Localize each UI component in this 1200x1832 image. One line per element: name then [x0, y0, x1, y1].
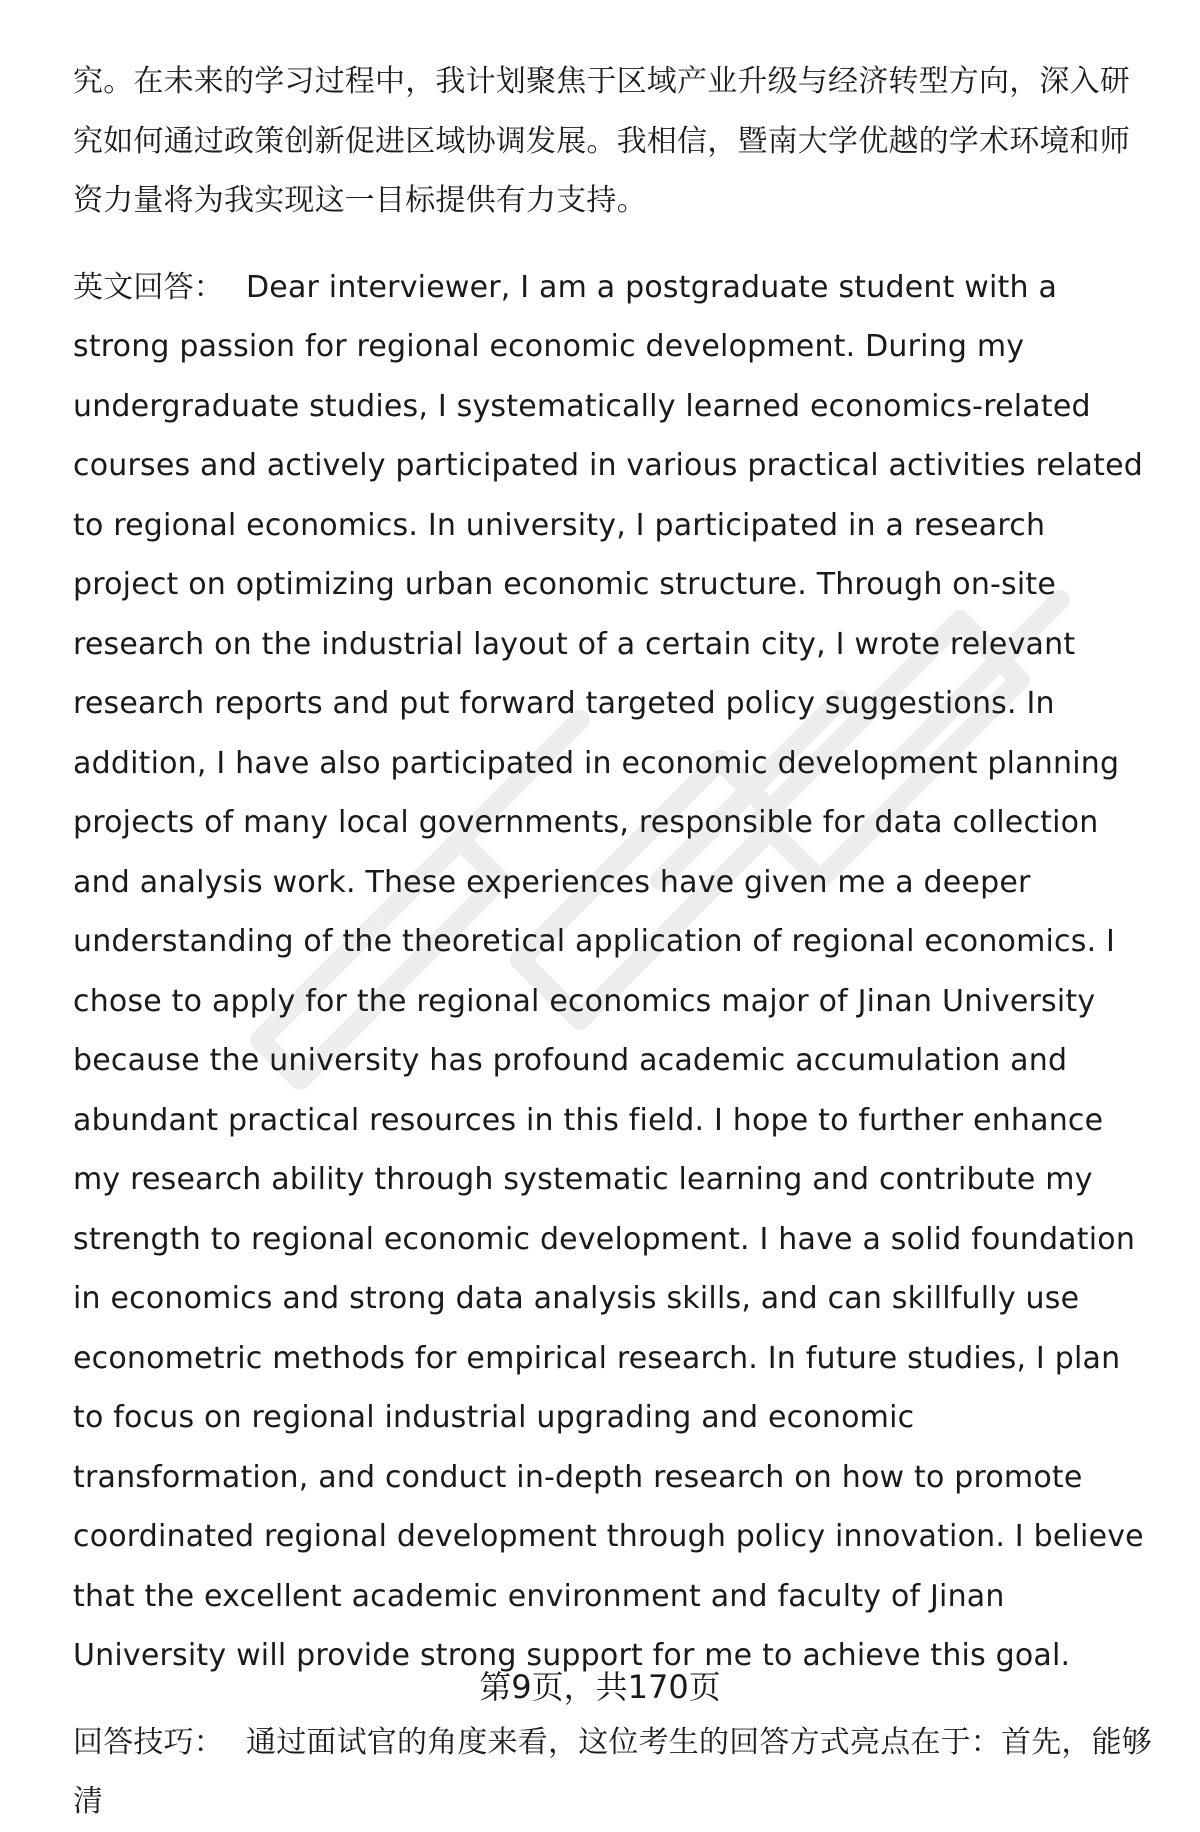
english-answer-text: Dear interviewer, I am a postgraduate student with a strong passion for regional economic development. During my undergraduate studies, I systematically learned economics-related courses and actively participated in various practical activities related to regional economics. In university, I participated in a research project on optimizing urban economic structure. Through on-site research on the industrial layout of a certain city, I wrote relevant research reports and put forward targeted policy suggestions. In addition, I have also participated in economic development planning projects of many local governments, responsible for data collection and analysis work. These experiences have given me a deeper understanding of the theoretical application of regional economics. I chose to apply for the regional economics major of Jinan University because the university has profound academic accumulation and abundant practical resources in this field. I hope to further enhance my research ability through systematic learning and contribute my strength to regional economic development. I have a solid foundation in economics and strong data analysis skills, and can skillfully use econometric methods for empirical research. In future studies, I plan to focus on regional industrial upgrading and economic transformation, and conduct in-depth research on how to promote coordinated regional development through policy innovation. I believe that the excellent academic environment and faculty of Jinan University will provide strong support for me to achieve this goal. [73, 269, 1144, 1673]
english-answer-label: 英文回答： [73, 269, 224, 305]
intro-paragraph: 究。在未来的学习过程中，我计划聚焦于区域产业升级与经济转型方向，深入研究如何通过政策创新促进区域协调发展。我相信，暨南大学优越的学术环境和师资力量将为我实现这一目标提供有力支持。 [73, 64, 1130, 218]
english-answer-paragraph [73, 258, 1153, 1686]
document-page [73, 52, 1153, 1832]
answer-tips-paragraph [73, 1713, 1153, 1832]
answer-tips-text: 通过面试官的角度来看，这位考生的回答方式亮点在于：首先，能够清 [73, 1724, 1152, 1819]
answer-tips-label: 回答技巧： [73, 1724, 224, 1760]
page-number: 第9页，共170页 [479, 1668, 721, 1706]
